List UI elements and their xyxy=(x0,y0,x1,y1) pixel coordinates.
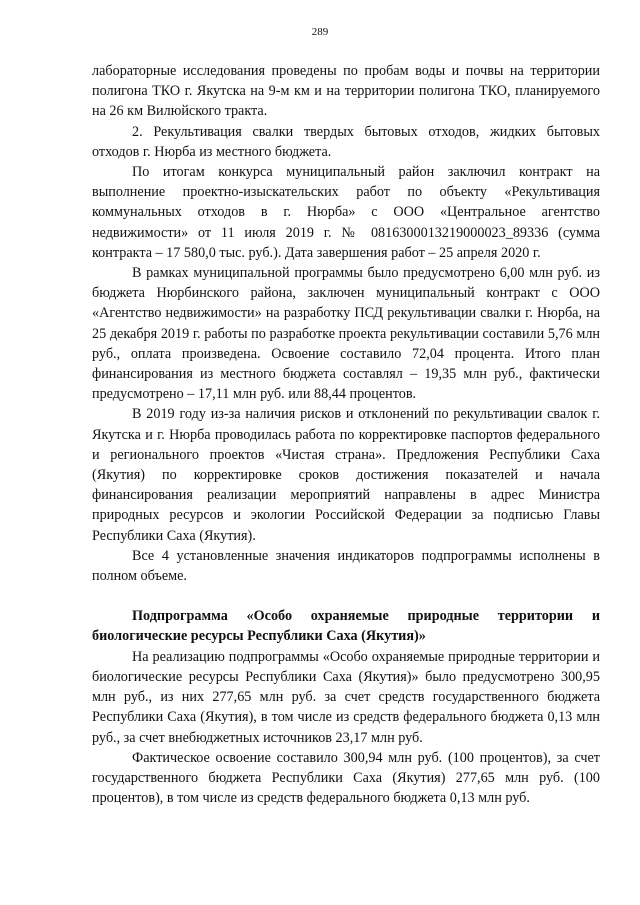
page-body xyxy=(92,61,600,808)
paragraph-recultivation-item: 2. Рекультивация свалки твердых бытовых отходов, жидких бытовых отходов г. Нюрба из местного бюджета. xyxy=(92,123,600,160)
paragraph-lab-research: лабораторные исследования проведены по пробам воды и почвы на территории полигона ТКО г. Якутска на 9-м км и на территории полигона ТКО, планируемого на 26 км Вилюйского тракта. xyxy=(92,63,600,120)
paragraph-risks: В 2019 году из-за наличия рисков и отклонений по рекультивации свалок г. Якутска и г. Нюрба проводилась работа по корректировке паспортов федерального и регионального проектов «Чистая страна». Предложения Республики Саха (Якутия) по корректировке сроков достижения показателей и начала финансирования реализации мероприятий направлены в адрес Министра природных ресурсов и экологии Российской Федерации за подписью Главы Республики Саха (Якутия). xyxy=(92,406,600,544)
paragraph-municipal-program: В рамках муниципальной программы было предусмотрено 6,00 млн руб. из бюджета Нюрбинского района, заключен муниципальный контракт с ООО «Агентство недвижимости» на разработку ПСД рекультивации свалки г. Нюрба, на 25 декабря 2019 г. работы по разработке проекта рекультивации составили 5,76 млн руб., оплата произведена. Освоение составило 72,04 процента. Итого план финансирования из местного бюджета составлял – 19,35 млн руб., фактически предусмотрено – 17,11 млн руб. или 88,44 процентов. xyxy=(92,265,600,403)
paragraph-contract: По итогам конкурса муниципальный район заключил контракт на выполнение проектно-изыскательских работ по объекту «Рекультивация коммунальных отходов в г. Нюрба» с ООО «Центральное агентство недвижимости» от 11 июля 2019 г. № 0816300013219000023_89336 (сумма контракта – 17 580,0 тыс. руб.). Дата завершения работ – 25 апреля 2020 г. xyxy=(92,164,600,261)
paragraph-indicators: Все 4 установленные значения индикаторов подпрограммы исполнены в полном объеме. xyxy=(92,547,600,585)
section-heading: Подпрограмма «Особо охраняемые природные территории и биологические ресурсы Республики Саха (Якутия)» xyxy=(92,608,600,645)
paragraph-subprogram-funding: На реализацию подпрограммы «Особо охраняемые природные территории и биологические ресурсы Республики Саха (Якутия)» было предусмотрено 300,95 млн руб., из них 277,65 млн руб. за счет средств государственного бюджета Республики Саха (Якутия), в том числе из средств федерального бюджета 0,13 млн руб., за счет внебюджетных источников 23,17 млн руб. xyxy=(92,648,600,746)
page-number: 289 xyxy=(311,26,329,38)
paragraph-actual-spending: Фактическое освоение составило 300,94 млн руб. (100 процентов), за счет государственного бюджета Республики Саха (Якутия) 277,65 млн руб. (100 процентов), в том числе из средств федерального бюджета 0,13 млн руб. xyxy=(92,749,600,807)
